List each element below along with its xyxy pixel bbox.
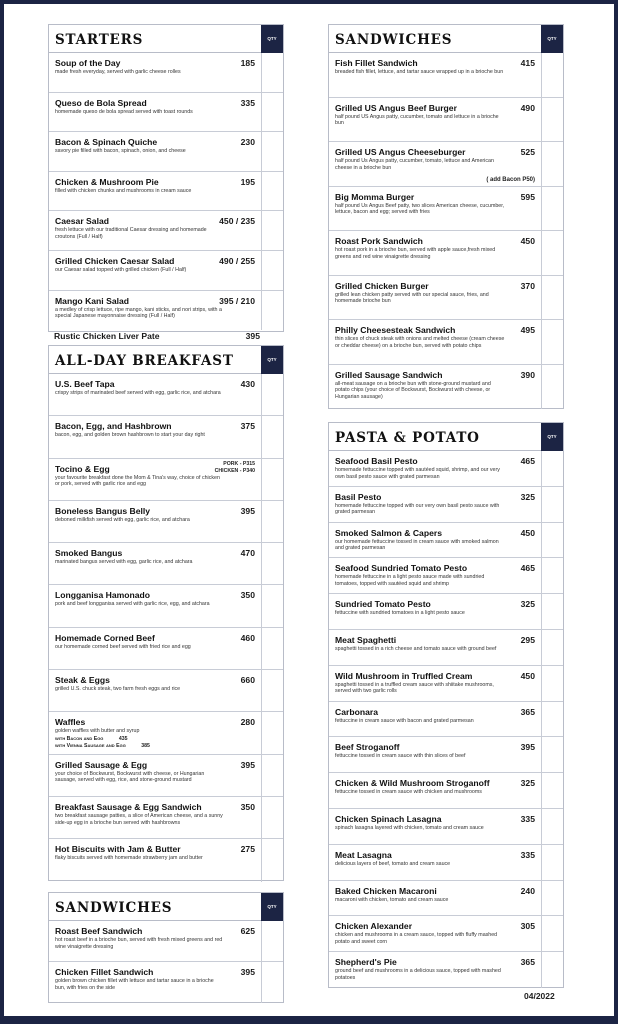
menu-item-row [329,737,563,773]
waffle-options [55,736,150,750]
item-price: 495 [520,325,535,335]
item-description: hot roast beef in a brioche bun, served with fresh mixed greens and red wine vinaigrette dressing [55,937,223,950]
item-price: 350 [240,801,255,812]
item-price: 370 [520,280,535,291]
item-price: 390 [520,369,535,380]
item-price: 305 [520,921,535,932]
sandwiches-left-section [48,892,284,1003]
item-description: filled with chicken chunks and mushrooms in cream sauce [55,187,192,194]
qty-cell[interactable] [261,93,283,132]
menu-item-row [329,451,563,487]
item-description: our homemade corned beef served with fried rice and egg [55,643,191,650]
menu-item-row [49,628,283,670]
qty-cell[interactable] [261,797,283,838]
item-price: 490 / 255 [219,255,255,266]
menu-item-row [49,670,283,712]
item-price: 395 / 210 [219,295,255,306]
qty-header: QTY [541,423,563,451]
item-name: Rustic Chicken Liver Pate [54,331,160,341]
item-price: 325 [520,491,535,502]
qty-cell[interactable] [541,142,563,186]
menu-item-row [49,251,283,291]
qty-cell[interactable] [541,773,563,808]
qty-cell[interactable] [261,251,283,290]
item-name: Fish Fillet Sandwich [335,58,418,68]
menu-item-row [329,98,563,143]
tocino-chicken-price: CHICKEN - P340 [214,467,255,474]
section-title: STARTERS [55,32,144,48]
item-price: 365 [520,957,535,968]
tocino-pork-price: PORK - P315 [223,460,255,467]
item-description: thin slices of chuck steak with onions and melted cheese (cream cheese or cheddar cheese) on a brioche bun, served with potato chips [335,336,505,349]
menu-item-row [329,320,563,365]
menu-item-row [329,487,563,523]
item-price: 240 [520,885,535,896]
item-price: 195 [240,176,255,187]
qty-cell[interactable] [541,881,563,916]
sandwiches-right-section [328,24,564,409]
item-description: spaghetti tossed in a rich cheese and tomato sauce with ground beef [335,645,497,652]
item-name: Philly Cheesesteak Sandwich [335,325,456,335]
qty-cell[interactable] [541,320,563,364]
qty-cell[interactable] [261,501,283,542]
item-description: homemade fettuccine in a light pesto sauce made with sundried tomatoes, topped with sautéed squid and shrimp [335,574,485,587]
menu-item-row [49,755,283,797]
item-name: Seafood Sundried Tomato Pesto [335,563,468,574]
item-price: 525 [520,147,535,157]
item-description: macaroni with chicken, tomato and cream sauce [335,896,449,903]
item-price: 395 [240,505,255,516]
qty-cell[interactable] [541,365,563,410]
item-price: 335 [240,97,255,108]
qty-cell[interactable] [541,702,563,737]
qty-cell[interactable] [541,451,563,486]
item-name: Carbonara [335,706,378,717]
menu-item-row [329,365,563,410]
item-description: homemade queso de bola spread served with toast rounds [55,108,193,115]
item-name: Grilled Chicken Burger [335,280,429,291]
item-price: 275 [240,844,255,855]
qty-header: QTY [261,893,283,921]
menu-item-row [329,702,563,738]
item-name: Chicken Alexander [335,921,413,932]
starters-section [48,24,284,332]
qty-cell[interactable] [261,132,283,171]
item-name: Shepherd's Pie [335,957,397,968]
item-description: a medley of crisp lettuce, ripe mango, kani sticks, and nori strips, with a special Japanese mayonnaise dressing (Full / Half) [55,306,222,320]
menu-item-row [49,416,283,458]
item-price: 450 / 235 [219,216,255,227]
item-name: Wild Mushroom in Truffled Cream [335,670,473,681]
menu-item-row [49,543,283,585]
item-name: Meat Lasagna [335,849,392,860]
item-name: Beef Stroganoff [335,742,400,753]
item-description: ground beef and mushrooms in a delicious sauce, topped with mashed potatoes [335,968,501,981]
qty-cell[interactable] [261,416,283,457]
item-description: your favourite breakfast done the Mom & Tina's way, choice of chicken or pork, served with garlic rice and egg [55,474,220,488]
menu-item-row [329,558,563,594]
item-description: homemade fettuccine topped with sautéed squid, shrimp, and our very own basil pesto sauce with grated parmesan [335,467,500,480]
item-description: golden brown chicken fillet with lettuce and tartar sauce in a brioche bun, with fries on the side [55,978,214,991]
menu-item-row [49,839,283,881]
item-description: delicious layers of beef, tomato and cream sauce [335,860,451,867]
qty-cell[interactable] [541,53,563,97]
item-price: 230 [240,137,255,148]
qty-cell[interactable] [261,962,283,1003]
item-price: 450 [520,670,535,681]
item-price: 395 [240,759,255,770]
qty-cell[interactable] [541,666,563,701]
qty-cell[interactable] [261,53,283,92]
item-name: Smoked Bangus [55,548,123,559]
item-name: Queso de Bola Spread [55,97,147,108]
qty-cell[interactable] [541,276,563,320]
item-description: deboned milkfish served with egg, garlic rice, and atchara [55,516,190,523]
item-price: 350 [240,590,255,601]
waffle-option-label: with Bacon and Egg [55,736,104,743]
bacon-addon-note [486,177,535,184]
item-description: half pound US Angus patty, cucumber, tomato and lettuce in a brioche bun [335,113,499,127]
item-description: our Caesar salad topped with grilled chicken (Full / Half) [55,266,187,273]
waffle-option-label: with Vienna Sausage and Egg [55,743,126,750]
item-name: Big Momma Burger [335,191,415,202]
pasta-section [328,422,564,988]
qty-cell[interactable] [261,585,283,626]
sandwiches-right-list [329,53,563,409]
menu-item-row [49,53,283,93]
rustic-pate-line [54,331,260,343]
qty-header: QTY [261,25,283,53]
item-description: half pound Us Angus patty, cucumber, tomato, lettuce and American cheese in a brioche bun [335,158,494,171]
section-header [329,423,563,451]
pasta-list [329,451,563,988]
menu-item-row [329,916,563,952]
menu-item-row [329,845,563,881]
menu-item-row [49,921,283,962]
qty-cell[interactable] [261,670,283,711]
menu-item-row [49,132,283,172]
section-title: ALL-DAY BREAKFAST [55,353,234,369]
qty-cell[interactable] [261,755,283,796]
item-price: 185 [240,58,255,68]
item-description: grilled lean chicken patty served with our special sauce, fries, and homemade brioche bun [335,291,489,305]
item-name: Chicken Spinach Lasagna [335,813,442,824]
item-name: Bacon, Egg, and Hashbrown [55,421,172,432]
item-description: fresh lettuce with our traditional Caesar dressing and homemade croutons (Full / Half) [55,227,207,240]
item-price: 450 [520,236,535,246]
item-name: Roast Beef Sandwich [55,926,143,936]
qty-cell[interactable] [261,459,283,500]
section-header [49,25,283,53]
item-price: 490 [520,102,535,113]
item-price: 460 [240,632,255,643]
waffle-option-price: 385 [141,743,150,750]
breakfast-list [49,374,283,882]
menu-item-row [49,93,283,133]
item-name: Steak & Eggs [55,675,110,686]
qty-cell[interactable] [541,916,563,951]
item-name: Chicken & Mushroom Pie [55,176,159,187]
tocino-price-notes [215,461,255,475]
item-name: Meat Spaghetti [335,634,397,645]
item-price: 470 [240,548,255,559]
item-price: 625 [240,926,255,936]
sandwiches-left-list [49,921,283,1003]
item-description: pork and beef longganisa served with garlic rice, egg, and atchara [55,601,210,608]
item-name: Longganisa Hamonado [55,590,151,601]
item-description: golden waffles with butter and syrup [55,728,140,735]
item-description: savory pie filled with bacon, spinach, onion, and cheese [55,148,186,155]
qty-cell[interactable] [261,211,283,250]
qty-cell[interactable] [261,374,283,415]
qty-cell[interactable] [541,98,563,142]
item-description: fettuccine with sundried tomatoes in a light pesto sauce [335,610,465,617]
item-name: Basil Pesto [335,491,382,502]
qty-cell[interactable] [261,543,283,584]
item-name: Seafood Basil Pesto [335,456,418,466]
starters-list [49,53,283,330]
item-description: hot roast pork in a brioche bun, served with apple sauce,fresh mixed greens and red wine vinaigrette dressing [335,247,496,260]
menu-item-row [49,585,283,627]
item-description: marinated bangus served with egg, garlic rice, and atchara [55,559,193,566]
qty-cell[interactable] [541,231,563,275]
item-price: 465 [520,456,535,466]
qty-cell[interactable] [261,921,283,961]
menu-item-row [49,501,283,543]
item-price: 450 [520,527,535,538]
item-description: two breakfast sausage patties, a slice of American cheese, and a sunny side-up egg in a brioche bun served with hashbrowns [55,812,223,826]
menu-item-row [329,881,563,917]
breakfast-section [48,345,284,881]
item-name: Caesar Salad [55,216,109,227]
item-description: breaded fish fillet, lettuce, and tartar sauce wrapped up in a brioche bun [335,69,504,75]
menu-item-row [49,712,283,754]
qty-cell[interactable] [541,845,563,880]
menu-item-row [329,187,563,232]
item-name: Homemade Corned Beef [55,632,155,643]
item-price: 660 [240,675,255,686]
item-name: Grilled Sausage Sandwich [335,369,443,380]
item-description: our homemade fettuccine tossed in cream sauce with smoked salmon and grated parmesan [335,538,499,552]
item-price: 430 [240,379,255,389]
menu-item-row [329,630,563,666]
item-description: chicken and mushrooms in a cream sauce, topped with fluffy mashed potato and sweet corn [335,932,498,945]
item-name: Baked Chicken Macaroni [335,885,437,896]
qty-cell[interactable] [541,187,563,231]
item-price: 395 [520,742,535,753]
item-description: grilled U.S. chuck steak, two farm fresh eggs and rice [55,686,181,693]
qty-cell[interactable] [261,628,283,669]
item-price: 325 [520,599,535,610]
menu-item-row [329,523,563,559]
item-price: 395 [245,331,260,341]
item-name: Smoked Salmon & Capers [335,527,442,538]
item-name: Waffles [55,717,86,728]
item-description: all-meat sausage on a brioche bun with stone-ground mustard and potato chips (your choice of Bockwurst, Bockwurst with cheese, or Hungarian sausage) [335,380,491,400]
qty-cell[interactable] [541,523,563,558]
menu-item-row [329,666,563,702]
item-price: 465 [520,563,535,574]
item-description: fettuccine tossed in cream sauce with thin slices of beef [335,753,466,760]
item-name: Bacon & Spinach Quiche [55,137,158,148]
menu-item-row [329,773,563,809]
menu-item-row [329,809,563,845]
section-title: SANDWICHES [335,32,453,48]
item-description: your choice of Bockwurst, Bockwurst with cheese, or Hungarian sausage, served with egg, rice, and stone-ground mustard [55,770,205,784]
menu-item-row [49,291,283,331]
item-name: Boneless Bangus Belly [55,505,151,516]
item-price: 415 [520,58,535,68]
item-name: Roast Pork Sandwich [335,236,423,246]
item-price: 280 [240,717,255,728]
menu-item-row [329,231,563,276]
item-description: half pound Us Angus Beef patty, two slices American cheese, cucumber, lettuce, bacon and egg; served with fries [335,202,505,216]
section-header [329,25,563,53]
qty-cell[interactable] [541,630,563,665]
item-name: Grilled US Angus Beef Burger [335,102,457,113]
qty-cell[interactable] [541,558,563,593]
add-bacon-note: ( add Bacon P50) [486,176,535,183]
qty-cell[interactable] [541,952,563,988]
item-name: Grilled Chicken Caesar Salad [55,255,175,266]
section-title: SANDWICHES [55,900,173,916]
menu-item-row [49,172,283,212]
menu-item-row [49,962,283,1003]
item-name: Chicken & Wild Mushroom Stroganoff [335,778,490,789]
qty-cell[interactable] [541,737,563,772]
item-description: made fresh everyday, served with garlic cheese rolles [55,69,181,75]
section-header [49,346,283,374]
menu-item-row [329,53,563,98]
item-name: Grilled US Angus Cheeseburger [335,147,466,157]
menu-item-row [49,211,283,251]
qty-cell[interactable] [261,712,283,753]
menu-item-row [49,459,283,501]
item-name: U.S. Beef Tapa [55,379,115,389]
qty-header: QTY [541,25,563,53]
item-description: spinach lasagna layered with chicken, tomato and cream sauce [335,824,484,831]
section-title: PASTA & POTATO [335,430,480,446]
waffle-option-price: 435 [118,736,128,743]
item-price: 375 [240,421,255,432]
qty-cell[interactable] [541,487,563,522]
qty-cell[interactable] [541,594,563,629]
item-description: fettuccine tossed in cream sauce with chicken and mushrooms [335,789,482,796]
menu-item-row [329,142,563,187]
qty-cell[interactable] [261,839,283,881]
item-name: Breakfast Sausage & Egg Sandwich [55,801,202,812]
item-description: crispy strips of marinated beef served with egg, garlic rice, and atchara [55,390,221,396]
item-description: spaghetti tossed in a truffled cream sauce with shiitake mushrooms, served with two garlic rolls [335,681,494,695]
item-description: bacon, egg, and golden brown hashbrown to start your day right [55,432,205,439]
item-name: Chicken Fillet Sandwich [55,967,154,977]
menu-item-row [329,594,563,630]
menu-item-row [49,374,283,416]
item-name: Tocino & Egg [55,463,110,474]
menu-item-row [49,797,283,839]
qty-cell[interactable] [541,809,563,844]
menu-date: 04/2022 [524,991,555,1001]
qty-header: QTY [261,346,283,374]
item-name: Soup of the Day [55,58,121,68]
item-description: fettuccine in cream sauce with bacon and grated parmesan [335,717,474,724]
item-price: 595 [520,191,535,202]
item-price: 365 [520,706,535,717]
qty-cell[interactable] [261,172,283,211]
qty-cell[interactable] [261,291,283,331]
item-description: flaky biscuits served with homemade strawberry jam and butter [55,855,203,862]
item-price: 335 [520,849,535,860]
item-name: Hot Biscuits with Jam & Butter [55,844,181,855]
section-header [49,893,283,921]
item-price: 335 [520,813,535,824]
item-description: homemade fettuccine topped with our very own basil pesto sauce with grated parmesan [335,502,500,516]
item-price: 295 [520,634,535,645]
menu-item-row [329,952,563,988]
item-name: Mango Kani Salad [55,295,130,306]
item-name: Grilled Sausage & Egg [55,759,148,770]
menu-item-row [329,276,563,321]
item-name: Sundried Tomato Pesto [335,599,431,610]
item-price: 395 [240,967,255,977]
item-price: 325 [520,778,535,789]
